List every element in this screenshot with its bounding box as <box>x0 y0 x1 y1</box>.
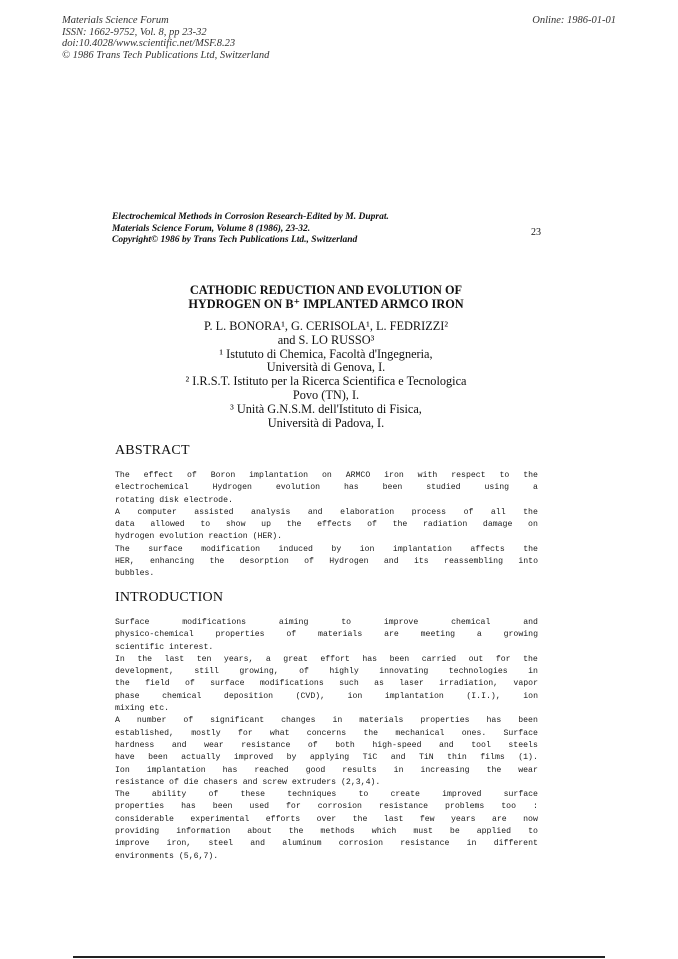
text-line: bubbles. <box>115 569 155 579</box>
text-line: The ability of these techniques to create improved surface <box>115 790 538 800</box>
affiliation-2a: ² I.R.S.T. Istituto per la Ricerca Scientifica e Tecnologica <box>185 374 467 389</box>
doi-line[interactable]: doi:10.4028/www.scientific.net/MSF.8.23 <box>62 38 236 50</box>
online-date: Online: 1986-01-01 <box>532 15 616 26</box>
abstract-heading: ABSTRACT <box>115 443 190 458</box>
text-line: The surface modification induced by ion implantation affects the <box>115 544 538 554</box>
affiliation-2b: Povo (TN), I. <box>292 387 360 402</box>
affiliation-1b: Università di Genova, I. <box>266 360 386 375</box>
citation-line-2: Materials Science Forum, Volume 8 (1986), 23-32. <box>112 223 311 234</box>
paper-title <box>0 284 652 311</box>
text-line: data allowed to show up the effects of the radiation damage on <box>115 520 538 530</box>
text-line: electrochemical Hydrogen evolution has been studied using a <box>115 483 538 493</box>
text-line: mixing etc. <box>115 704 170 714</box>
text-line: Ion implantation has reached good results in increasing the wear <box>115 765 538 775</box>
text-line: considerable experimental efforts over the last few years are now <box>115 814 538 824</box>
text-line: development, still growing, of highly innovating technologies in <box>115 667 538 677</box>
text-line: improve iron, steel and aluminum corrosion resistance in different <box>115 839 538 849</box>
text-line: hardness and wear resistance of both high-speed and tool steels <box>115 740 538 750</box>
text-line: Surface modifications aiming to improve chemical and <box>115 618 538 627</box>
text-line: phase chemical deposition (CVD), ion implantation (I.I.), ion <box>115 691 538 701</box>
title-line-2: HYDROGEN ON B⁺ IMPLANTED ARMCO IRON <box>188 296 464 311</box>
authors-line-1: P. L. BONORA¹, G. CERISOLA¹, L. FEDRIZZI² <box>203 319 449 333</box>
introduction-body <box>115 617 538 863</box>
page-number: 23 <box>531 227 541 238</box>
text-line: properties has been used for corrosion resistance problems too : <box>115 802 538 812</box>
journal-name: Materials Science Forum <box>62 15 169 26</box>
copyright-line: © 1986 Trans Tech Publications Ltd, Switzerland <box>62 49 270 61</box>
authors-line-2: and S. LO RUSSO³ <box>277 332 375 347</box>
text-line: physico-chemical properties of materials are meeting a growing <box>115 630 538 640</box>
text-line: established, mostly for what concerns the mechanical ones. Surface <box>115 728 538 738</box>
text-line: resistance of die chasers and screw extruders (2,3,4). <box>115 777 381 787</box>
authors-block <box>0 320 652 430</box>
text-line: hydrogen evolution reaction (HER). <box>115 532 283 542</box>
text-line: A number of significant changes in materials properties has been <box>115 716 538 726</box>
issn-line: ISSN: 1662-9752, Vol. 8, pp 23-32 <box>62 26 207 38</box>
affiliation-3a: ³ Unità G.N.S.M. dell'Istituto di Fisica, <box>230 401 422 416</box>
journal-metadata <box>62 15 269 61</box>
introduction-heading: INTRODUCTION <box>115 590 224 605</box>
citation-block <box>112 212 389 247</box>
text-line: A computer assisted analysis and elaboration process of all the <box>115 507 538 517</box>
text-line: providing information about the methods which must be applied to <box>115 827 538 837</box>
affiliation-3b: Università di Padova, I. <box>267 415 385 430</box>
text-line: rotating disk electrode. <box>115 495 233 505</box>
text-line: the field of surface modifications such as laser irradiation, vapor <box>115 679 538 689</box>
text-line: The effect of Boron implantation on ARMCO iron with respect to the <box>115 471 538 480</box>
footer-rule <box>73 956 605 958</box>
affiliation-1a: ¹ Istututo di Chemica, Facoltà d'Ingegneria, <box>219 346 433 361</box>
text-line: In the last ten years, a great effort has been carried out for the <box>115 654 538 664</box>
citation-line-1: Electrochemical Methods in Corrosion Research-Edited by M. Duprat. <box>112 212 389 222</box>
title-line-1: CATHODIC REDUCTION AND EVOLUTION OF <box>189 283 463 297</box>
text-line: HER, enhancing the desorption of Hydrogen and its reassembling into <box>115 557 538 567</box>
text-line: environments (5,6,7). <box>115 851 219 861</box>
citation-line-3: Copyright© 1986 by Trans Tech Publications Ltd., Switzerland <box>112 235 358 246</box>
text-line: have been actually improved by applying TiC and TiN thin films (1). <box>115 753 538 763</box>
abstract-body <box>115 470 538 581</box>
text-line: scientific interest. <box>115 642 214 652</box>
